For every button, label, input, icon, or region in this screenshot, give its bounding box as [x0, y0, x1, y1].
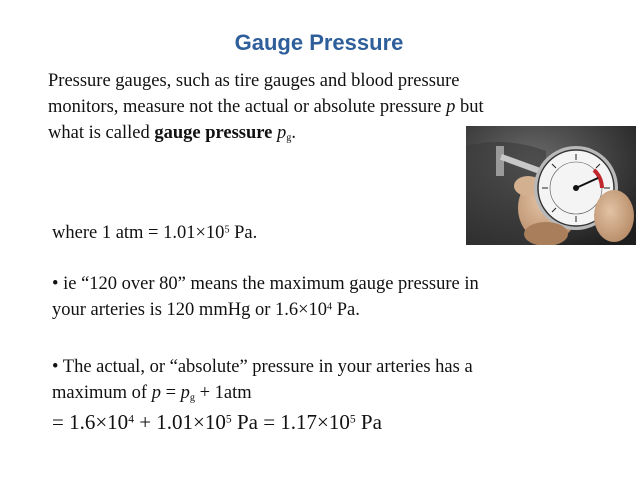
- bullet-2-line-1: • The actual, or “absolute” pressure in your arteries has a: [52, 357, 473, 377]
- atm-definition: [52, 220, 257, 246]
- gauge-pressure-symbol-2: p: [180, 383, 190, 403]
- intro-line-2-end: but: [455, 97, 484, 117]
- equals-sign: =: [160, 383, 181, 403]
- atm-exponent: 5: [224, 224, 230, 236]
- bullet-blood-pressure: [52, 271, 612, 323]
- result-exponent-2: 5: [225, 413, 232, 426]
- gauge-pressure-subscript: g: [286, 132, 292, 144]
- bullet-1-line-1: • ie “120 over 80” means the maximum gauge pressure in: [52, 274, 479, 294]
- intro-line-2-text: monitors, measure not the actual or absolute pressure: [48, 97, 447, 117]
- bullet-2-line-2: [52, 380, 612, 406]
- intro-line-2: [48, 94, 568, 120]
- atm-text: where 1 atm = 1.01×10: [52, 223, 225, 243]
- intro-period: .: [291, 123, 296, 143]
- gauge-pressure-term: gauge pressure: [154, 123, 273, 143]
- result-part-3: Pa = 1.17×10: [231, 410, 350, 434]
- result-part-1: = 1.6×10: [52, 410, 129, 434]
- intro-line-3-text: what is called: [48, 123, 155, 143]
- tire-gauge-illustration: [466, 126, 636, 245]
- intro-line-1: Pressure gauges, such as tire gauges and blood pressure: [48, 71, 460, 91]
- bullet-1-line-2-text: your arteries is 120 mmHg or 1.6×10: [52, 300, 328, 320]
- absolute-pressure-symbol: p: [151, 383, 161, 403]
- bullet-absolute-pressure: [52, 354, 612, 406]
- bullet-2-line-2-end: + 1atm: [194, 383, 252, 403]
- pressure-symbol: p: [446, 97, 456, 117]
- result-exponent-1: 4: [128, 413, 134, 426]
- result-equation: [52, 408, 382, 436]
- result-part-2: + 1.01×10: [133, 410, 226, 434]
- bullet-1-exponent: 4: [327, 301, 333, 313]
- tire-gauge-photo: [466, 126, 636, 245]
- result-part-4: Pa: [355, 410, 382, 434]
- gauge-pressure-subscript-2: g: [189, 392, 195, 404]
- bullet-2-line-2-text: maximum of: [52, 383, 152, 403]
- slide-title: Gauge Pressure: [234, 30, 404, 55]
- bullet-1-unit: Pa.: [332, 300, 360, 320]
- atm-unit: Pa.: [229, 223, 258, 243]
- bullet-1-line-2: [52, 297, 612, 323]
- result-exponent-3: 5: [349, 413, 356, 426]
- gauge-pressure-symbol: p: [277, 123, 287, 143]
